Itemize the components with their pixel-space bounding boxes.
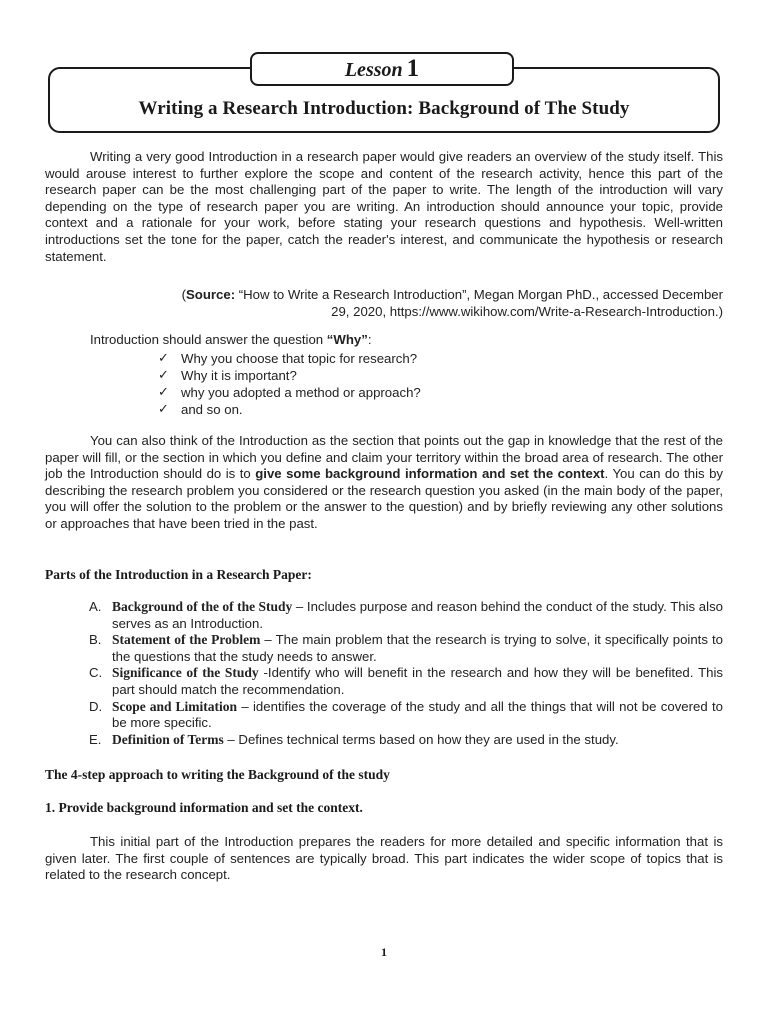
lesson-tab	[250, 52, 514, 86]
list-item: ✓ Why you choose that topic for research?	[158, 351, 418, 366]
intro-paragraph: Writing a very good Introduction in a research paper would give readers an overview of the study itself. This would arouse interest to further explore the scope and content of the research activity, hence this part of the research paper can be the most challenging part of the paper to write. The length of the introduction will vary depending on the type of research paper you are writing. An introduction should announce your topic, provide context and a rationale for your work, before stating your research questions and hypothesis. Well-written introductions set the tone for the paper, catch the reader's interest, and communicate the hypothesis or research statement.	[45, 149, 723, 264]
page-title: Writing a Research Introduction: Background of The Study	[138, 98, 630, 119]
source-citation	[90, 286, 723, 320]
list-item: A. Background of the of the Study – Includes purpose and reason behind the conduct of the study. This also serves as an Introduction.	[89, 599, 724, 631]
lesson-label: Lesson	[344, 59, 403, 81]
page-number: 1	[381, 945, 387, 959]
list-item: E. Definition of Terms – Defines technical terms based on how they are used in the study.	[89, 731, 619, 747]
checkmark-icon: ✓	[158, 351, 169, 366]
parts-heading: Parts of the Introduction in a Research Paper:	[45, 567, 312, 582]
gap-emphasis: give some background information and set the context	[255, 466, 605, 482]
list-item: ✓ and so on.	[158, 402, 243, 417]
step1-heading: 1. Provide background information and set the context.	[45, 800, 363, 815]
list-item: ✓ Why it is important?	[158, 368, 297, 383]
why-question-line: Introduction should answer the question “Why”:	[90, 332, 372, 347]
lesson-number: 1	[406, 55, 420, 82]
source-line-2: 29, 2020, https://www.wikihow.com/Write-a-Research-Introduction.)	[331, 304, 723, 319]
list-item: B. Statement of the Problem – The main problem that the research is trying to solve, it specifically points to the questions that the study needs to answer.	[89, 632, 723, 664]
list-item: ✓ why you adopted a method or approach?	[158, 385, 421, 400]
parts-list	[89, 599, 723, 748]
checkmark-icon: ✓	[158, 385, 169, 400]
why-checklist	[158, 350, 421, 418]
checkmark-icon: ✓	[158, 402, 169, 417]
approach-heading: The 4-step approach to writing the Background of the study	[45, 767, 390, 782]
step1-paragraph: This initial part of the Introduction prepares the readers for more detailed and specific information that is given later. The first couple of sentences are typically broad. This part indicates the wider scope of topics that is related to the research concept.	[45, 834, 723, 883]
source-line-1: (Source: “How to Write a Research Introduction”, Megan Morgan PhD., accessed December	[181, 287, 723, 302]
why-word: “Why”	[326, 332, 368, 347]
list-item: D. Scope and Limitation – identifies the coverage of the study and all the things that will not be covered to be more specific.	[89, 698, 723, 731]
gap-paragraph: You can also think of the Introduction as the section that points out the gap in knowledge that the rest of the paper will fill, or the section in which you define and claim your territory within the broad area of research. The other job the Introduction should do is to give some background information and set the context. You can do this by describing the research problem you considered or the research question you asked (in the main body of the paper, you will offer the solution to the problem or the answer to the question) and by briefly reviewing any other solutions or approaches that have been tried in the past.	[45, 433, 723, 531]
list-item: C. Significance of the Study -Identify who will benefit in the research and how they will be benefited. This part should match the recommendation.	[89, 665, 723, 697]
checkmark-icon: ✓	[158, 368, 169, 383]
source-label: Source:	[185, 287, 236, 302]
